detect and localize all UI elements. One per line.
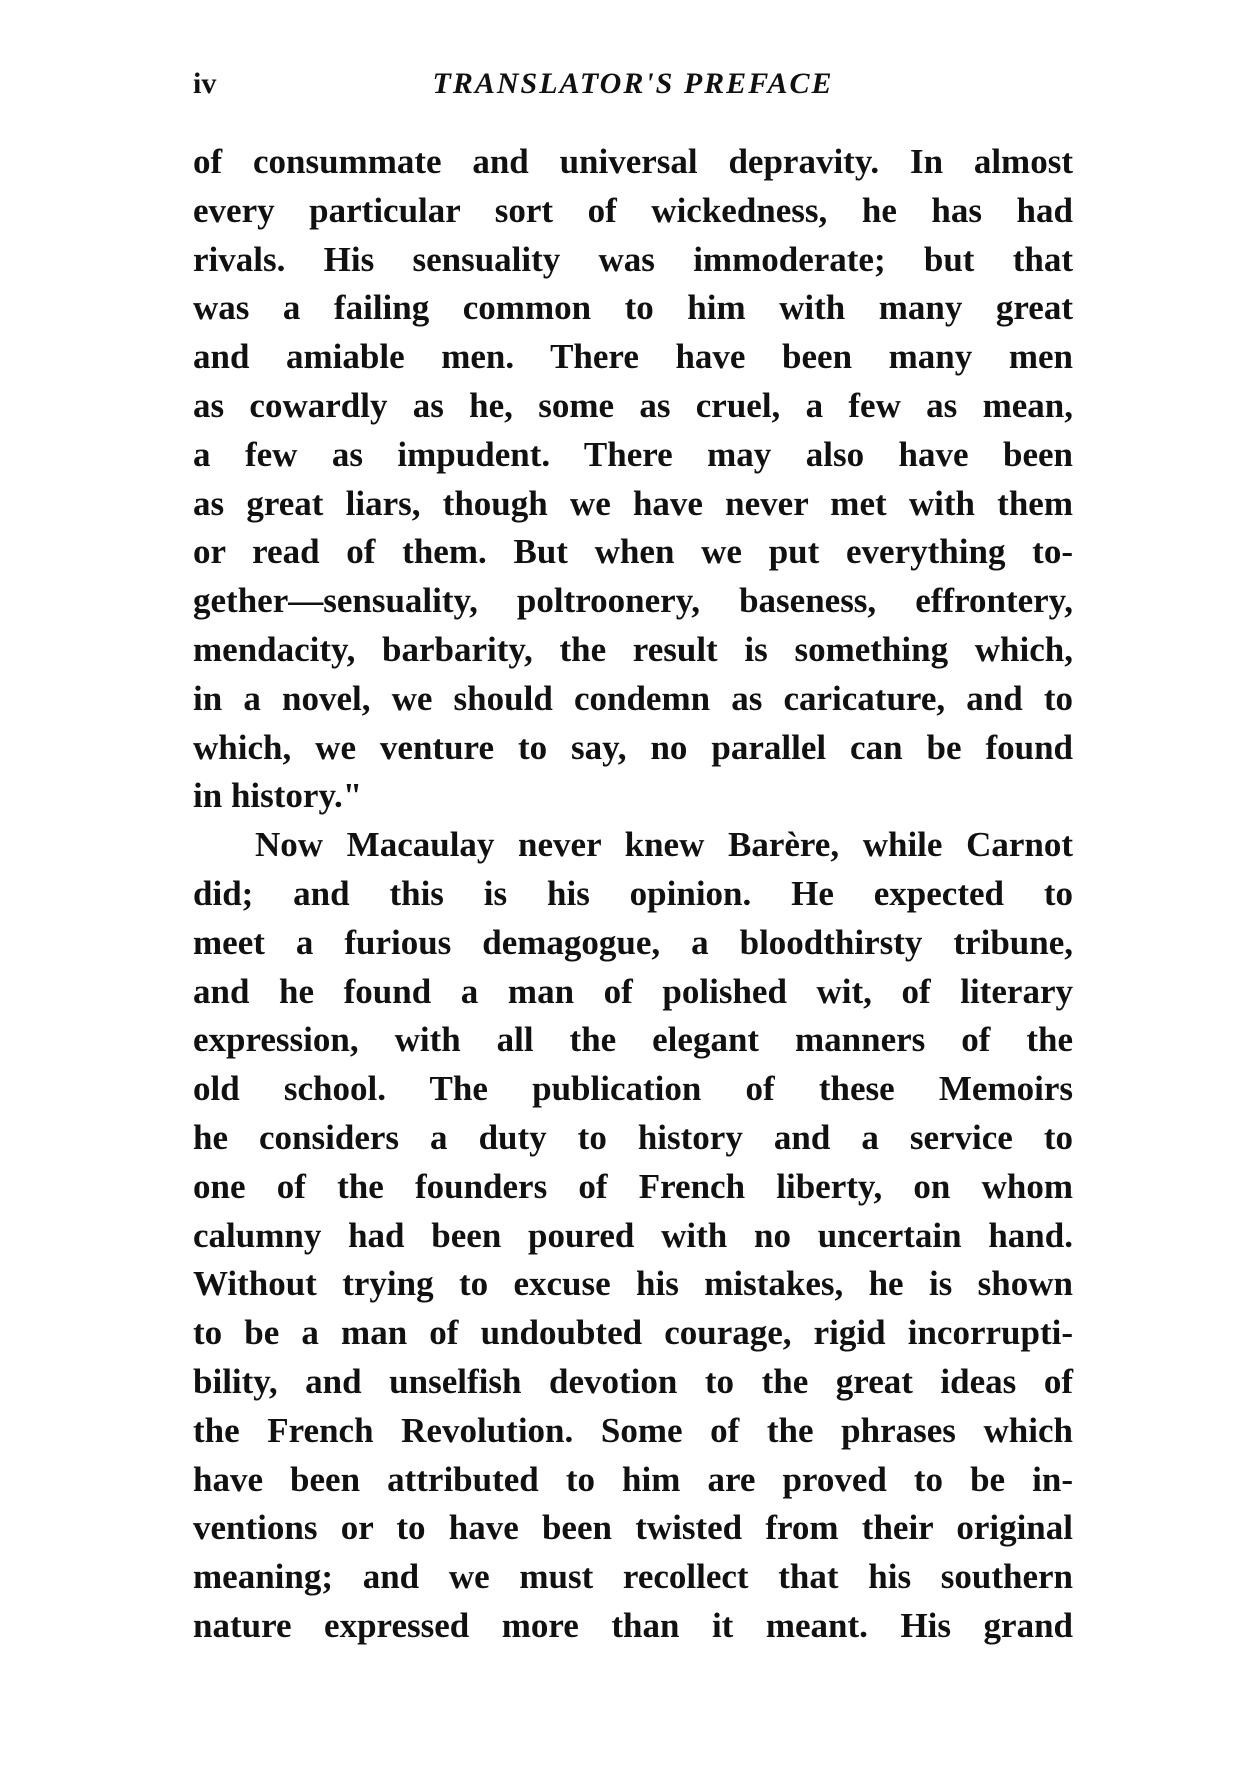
text-line: expression, with all the elegant manners of the [193, 1020, 1073, 1060]
page-number: iv [193, 67, 217, 100]
text-line: gether—sensuality, poltroonery, baseness, effrontery, [193, 581, 1073, 621]
text-line: he considers a duty to history and a service to [193, 1117, 1073, 1157]
paragraph-macaulay [193, 821, 1073, 1651]
text-line: bility, and unselfish devotion to the great ideas of [193, 1361, 1073, 1401]
text-line: have been attributed to him are proved to be in- [193, 1459, 1073, 1499]
text-line: which, we venture to say, no parallel can be found [193, 727, 1073, 767]
text-line: nature expressed more than it meant. His grand [193, 1605, 1073, 1645]
text-line: meet a furious demagogue, a bloodthirsty tribune, [193, 922, 1073, 962]
text-line: and amiable men. There have been many men [193, 337, 1073, 377]
text-line: to be a man of undoubted courage, rigid incorrupti- [193, 1313, 1073, 1353]
text-line: every particular sort of wickedness, he has had [193, 190, 1073, 230]
running-title: TRANSLATOR'S PREFACE [432, 67, 834, 100]
text-line: a few as impudent. There may also have been [193, 434, 1073, 474]
text-line: or read of them. But when we put everything to- [193, 532, 1073, 572]
text-line: calumny had been poured with no uncertain hand. [193, 1215, 1073, 1255]
text-line: rivals. His sensuality was immoderate; but that [193, 239, 1073, 279]
text-line: did; and this is his opinion. He expected to [193, 873, 1073, 913]
text-line: old school. The publication of these Memoirs [193, 1069, 1073, 1109]
text-line: meaning; and we must recollect that his southern [193, 1557, 1073, 1597]
text-line: as great liars, though we have never met with them [193, 483, 1073, 523]
text-line: Now Macaulay never knew Barère, while Carnot [255, 825, 1073, 865]
text-line: was a failing common to him with many great [193, 288, 1073, 328]
text-line: Without trying to excuse his mistakes, he is shown [193, 1264, 1073, 1304]
page-header [193, 62, 1073, 106]
text-line: mendacity, barbarity, the result is something which, [193, 629, 1073, 669]
text-line: of consummate and universal depravity. In almost [193, 142, 1073, 181]
text-line: in a novel, we should condemn as caricature, and to [193, 678, 1073, 718]
text-line: one of the founders of French liberty, on whom [193, 1166, 1073, 1206]
text-line: in history." [193, 776, 363, 816]
text-line: the French Revolution. Some of the phrases which [193, 1410, 1073, 1450]
text-line: and he found a man of polished wit, of literary [193, 971, 1073, 1011]
body-text [193, 138, 1073, 1651]
paragraph-continued [193, 138, 1073, 821]
text-line: as cowardly as he, some as cruel, a few as mean, [193, 385, 1073, 425]
text-line: ventions or to have been twisted from their original [193, 1508, 1073, 1548]
